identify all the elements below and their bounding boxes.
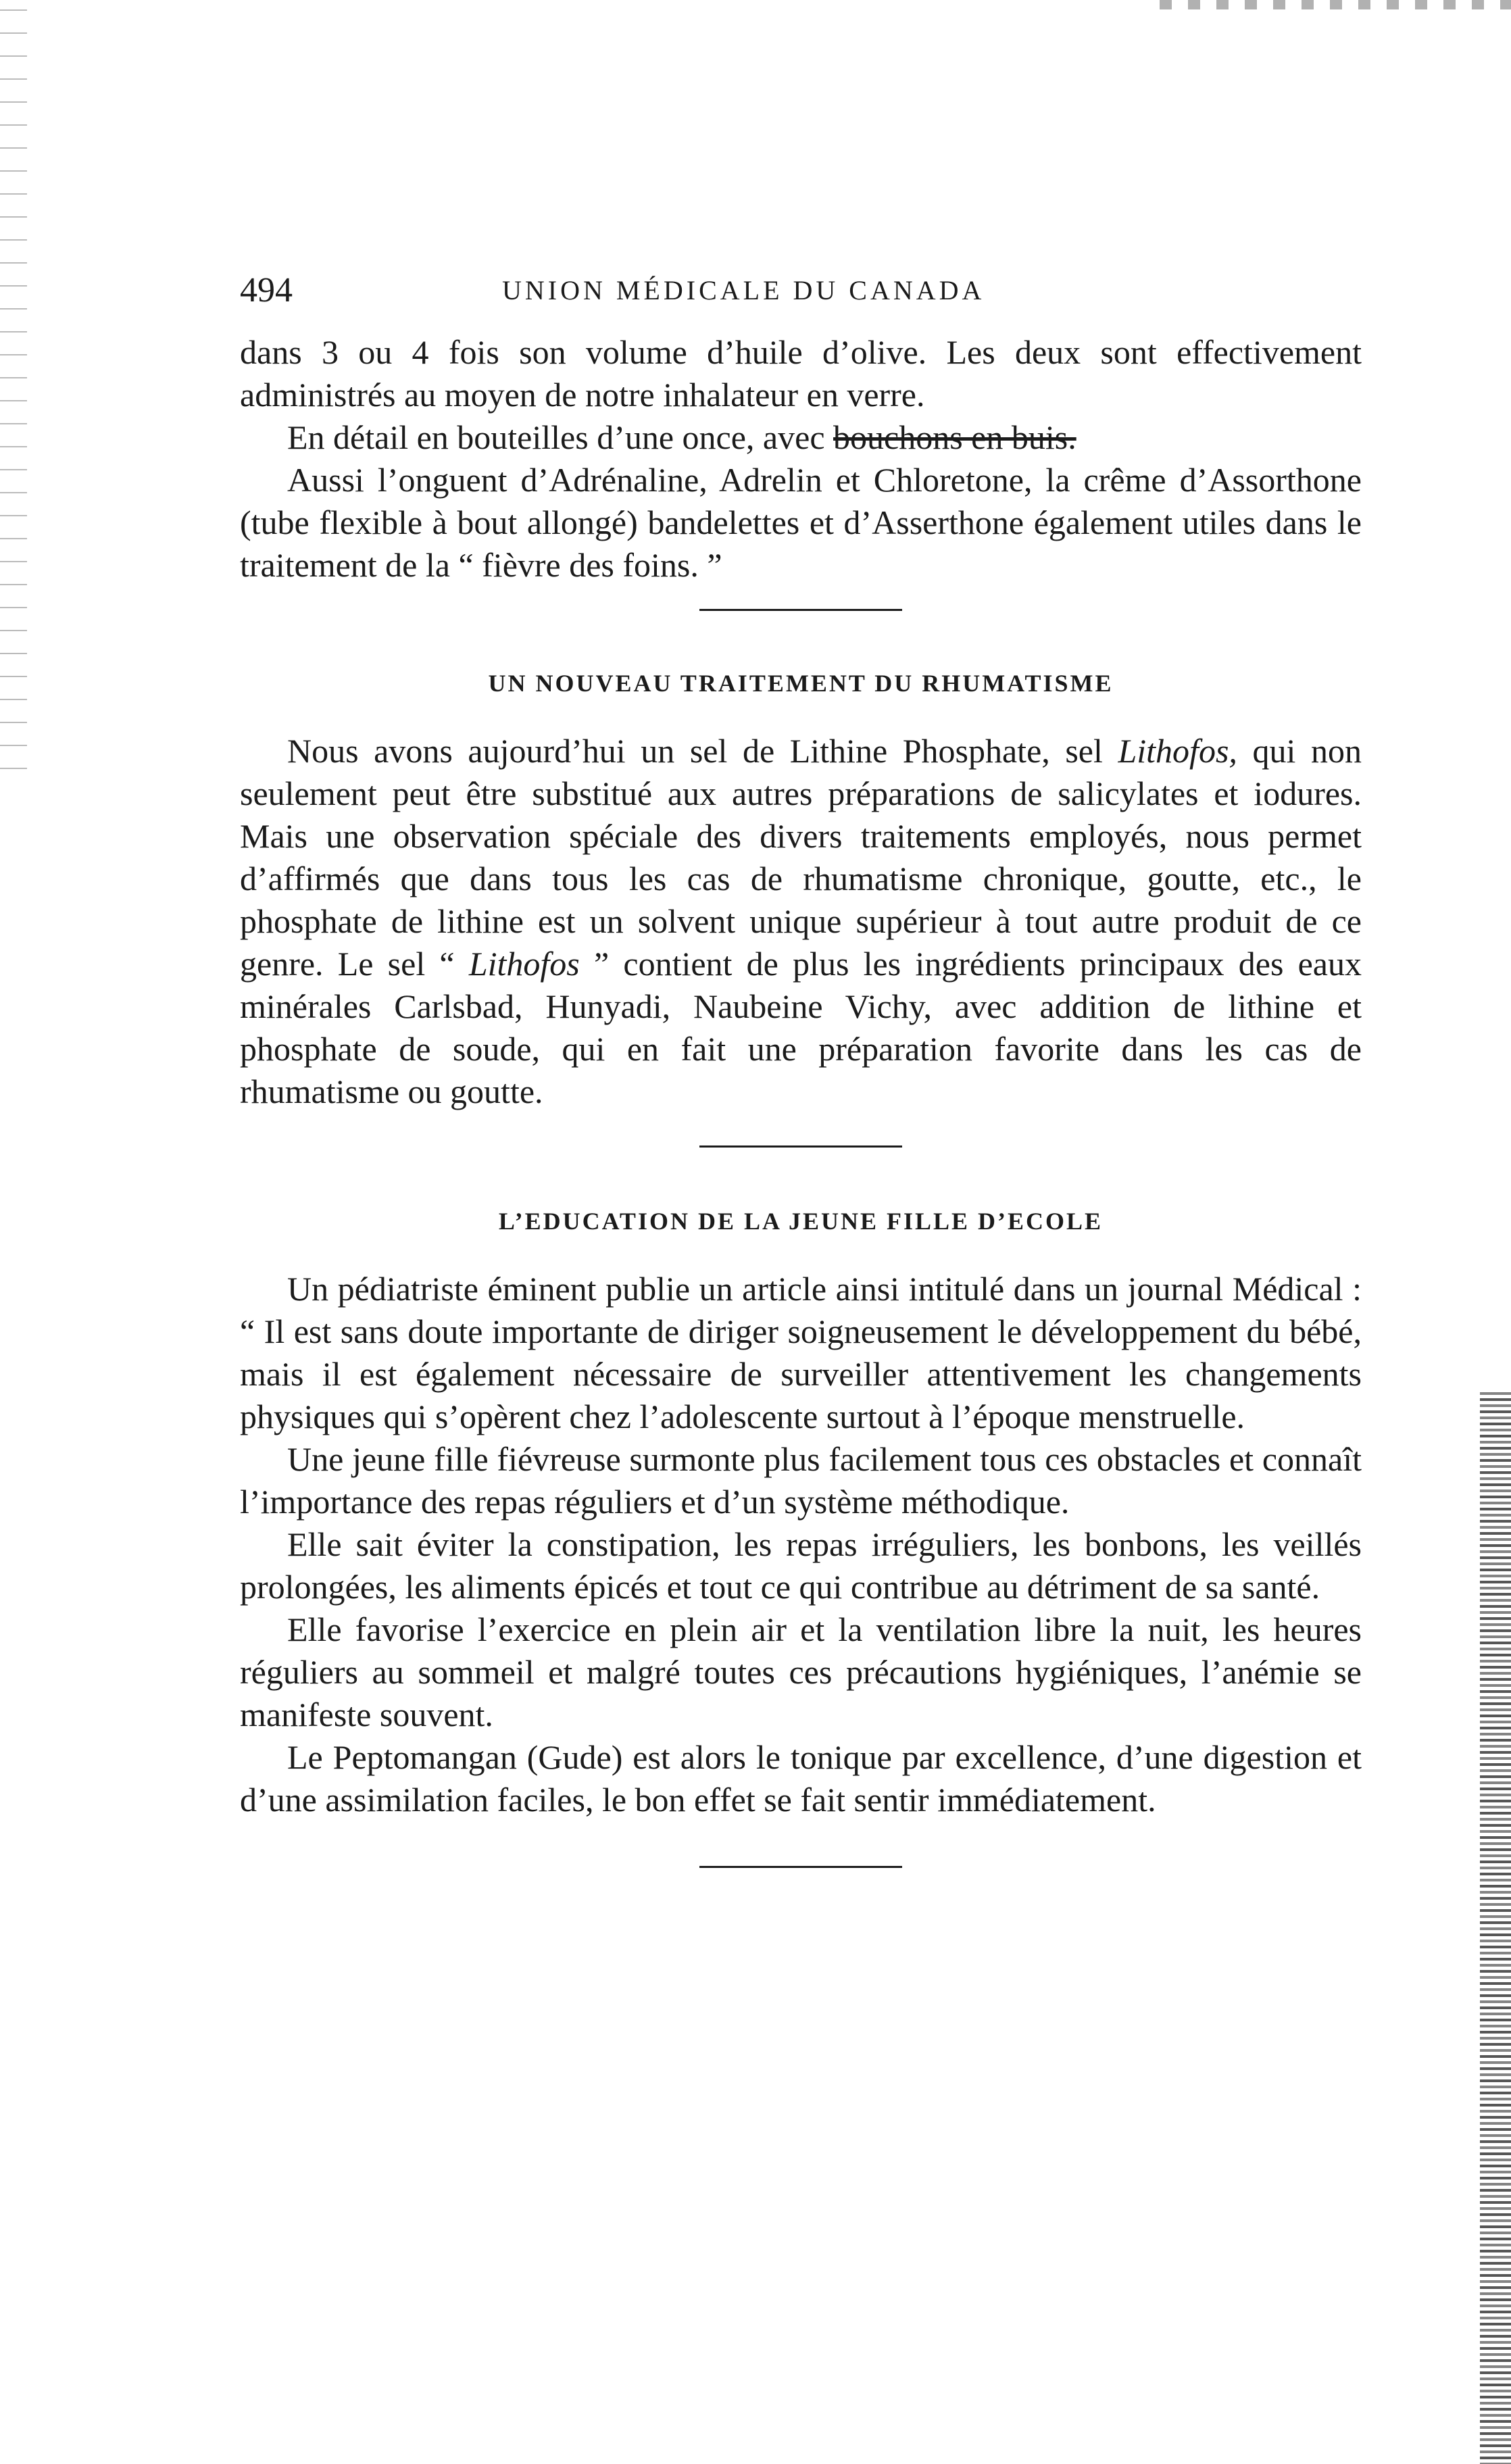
intro-paragraph-2 — [240, 416, 1362, 459]
section-heading-education: L’EDUCATION DE LA JEUNE FILLE D’ECOLE — [498, 1208, 1104, 1235]
journal-title: UNION MÉDICALE DU CANADA — [502, 275, 985, 305]
section-divider — [699, 609, 902, 611]
page-number: 494 — [240, 271, 293, 310]
struck-text: bouchons en buis. — [833, 418, 1076, 456]
scan-edge-left — [0, 0, 27, 777]
education-paragraph-1: Un pédiatriste éminent publie un article ainsi intitulé dans un journal Médical : “ Il est sans doute importante de diriger soigneusement le développement du bébé, mais il est également nécessaire de surveiller attentivement les changements physiques qui s’opèrent chez l’adolescente surtout à l’époque menstruelle. — [240, 1270, 1362, 1435]
section-divider — [699, 1866, 902, 1868]
running-head — [240, 257, 1362, 331]
rhumatisme-paragraph — [240, 730, 1362, 1113]
lithofos-italic-2: Lithofos — [468, 945, 580, 983]
rhumatisme-text-a: Nous avons aujourd’hui un sel de Lithine Phosphate, sel — [287, 732, 1118, 770]
education-paragraph-3: Elle sait éviter la constipation, les repas irréguliers, les bonbons, les veillés prolongées, les aliments épicés et tout ce qui contribue au détriment de sa santé. — [240, 1525, 1362, 1606]
intro-paragraph-2-text: En détail en bouteilles d’une once, avec — [287, 418, 834, 456]
section-divider — [699, 1145, 902, 1148]
section-heading-rhumatisme: UN NOUVEAU TRAITEMENT DU RHUMATISME — [488, 670, 1114, 697]
rhumatisme-text-b: qui non seulement peut être substitué aux autres préparations de salicylates et iodures. Mais une observation spéciale des divers traitements employés, nous permet d’affirmés que dans tous les cas de rhumatisme chronique, goutte, etc., le phosphate de lithine est un solvent unique supérieur à tout autre produit de ce genre. Le sel “ — [240, 732, 1362, 983]
scan-edge-top — [1160, 0, 1511, 9]
rhumatisme-text-c: ” contient de plus les ingrédients principaux des eaux minérales Carlsbad, Hunyadi, Naubeine Vichy, avec addition de lithine et phosphate de soude, qui en fait une préparation favorite dans les cas de rhumatisme ou goutte. — [240, 945, 1362, 1110]
intro-paragraph-1: dans 3 ou 4 fois son volume d’huile d’olive. Les deux sont effectivement administrés au moyen de notre inhalateur en verre. — [240, 333, 1362, 414]
education-paragraph-5: Le Peptomangan (Gude) est alors le tonique par excellence, d’une digestion et d’une assimilation faciles, le bon effet se fait sentir immédiatement. — [240, 1738, 1362, 1819]
lithofos-italic-1: Lithofos, — [1118, 732, 1237, 770]
scan-edge-right — [1480, 1392, 1511, 2464]
intro-text — [240, 331, 1362, 587]
education-paragraph-2: Une jeune fille fiévreuse surmonte plus facilement tous ces obstacles et connaît l’importance des repas réguliers et d’un système méthodique. — [240, 1440, 1362, 1521]
page-content — [240, 257, 1362, 1868]
education-paragraph-4: Elle favorise l’exercice en plein air et la ventilation libre la nuit, les heures réguliers au sommeil et malgré toutes ces précautions hygiéniques, l’anémie se manifeste souvent. — [240, 1610, 1362, 1733]
intro-paragraph-3: Aussi l’onguent d’Adrénaline, Adrelin et Chloretone, la crême d’Assorthone (tube flexible à bout allongé) bandelettes et d’Asserthone également utiles dans le traitement de la “ fièvre des foins. ” — [240, 461, 1362, 584]
